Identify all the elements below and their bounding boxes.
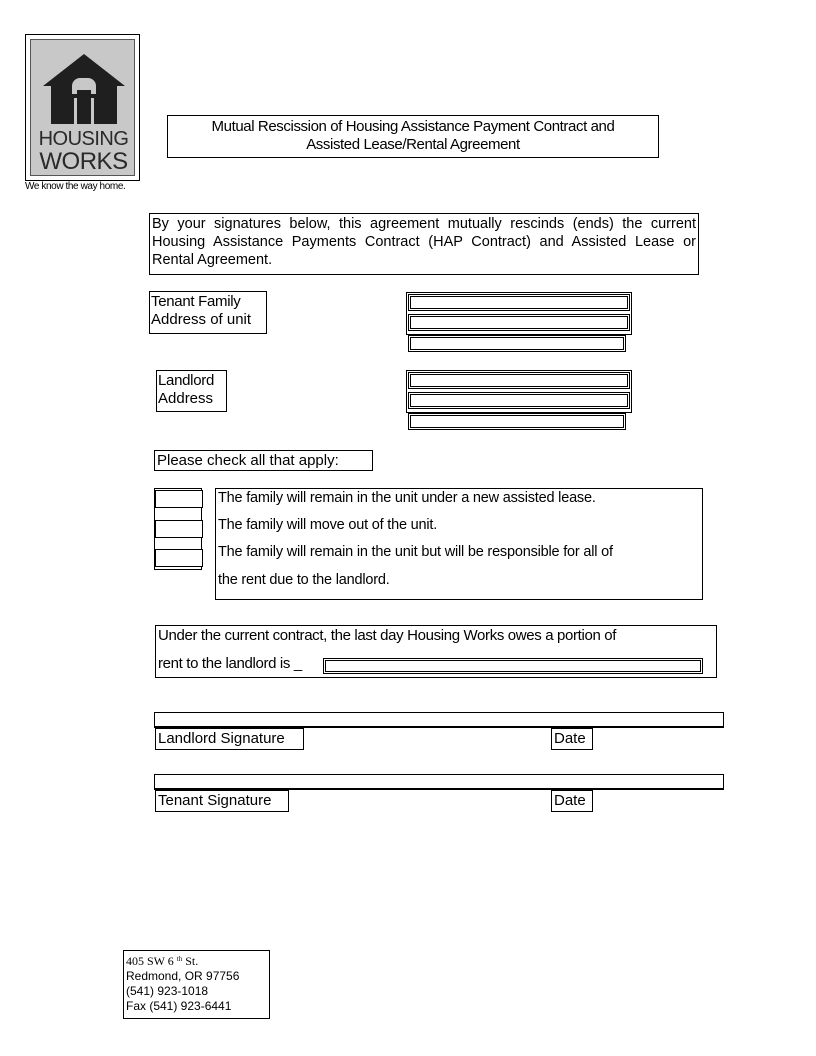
tenant-address-line1-field[interactable] — [408, 314, 630, 331]
logo-wordmark-works: WORKS — [39, 148, 128, 175]
tenant-subheading: Address of unit — [151, 311, 252, 328]
option-new-lease: The family will remain in the unit under a new assisted lease. — [218, 490, 596, 506]
address-city: Redmond, OR 97756 — [126, 969, 240, 983]
option-tenant-pays-rent-cont: the rent due to the landlord. — [218, 572, 390, 588]
last-day-line-1: Under the current contract, the last day Housing Works owes a portion of — [158, 627, 617, 644]
landlord-signature-field[interactable] — [154, 712, 724, 728]
office-address — [123, 950, 270, 1019]
tenant-signature-label: Tenant Signature — [155, 790, 289, 812]
landlord-date-label: Date — [551, 728, 593, 750]
last-day-line-2: rent to the landlord is _ — [158, 655, 302, 672]
address-fax: Fax (541) 923-6441 — [126, 999, 232, 1013]
intro-paragraph: By your signatures below, this agreement mutually rescinds (ends) the current Housing Assistance Payments Contract (HAP Contract) and Assisted Lease or Rental Agreement. — [149, 213, 699, 275]
landlord-name-field[interactable] — [408, 372, 630, 389]
logo-wordmark-housing: HOUSING — [38, 128, 129, 150]
address-phone: (541) 923-1018 — [126, 984, 209, 998]
landlord-label-box — [156, 370, 227, 412]
landlord-address-line2-field[interactable] — [408, 413, 626, 430]
landlord-address-line1-field[interactable] — [408, 392, 630, 409]
tenant-signature-field[interactable] — [154, 774, 724, 790]
house-icon — [41, 50, 127, 128]
document-title — [167, 115, 659, 158]
logo-tagline: We know the way home. — [25, 181, 126, 192]
tenant-name-field[interactable] — [408, 294, 630, 311]
landlord-signature-label: Landlord Signature — [155, 728, 304, 750]
checklist-header: Please check all that apply: — [154, 450, 373, 471]
checkbox-new-lease[interactable] — [155, 490, 203, 508]
title-line-2: Assisted Lease/Rental Agreement — [306, 136, 520, 153]
landlord-subheading: Address — [158, 390, 214, 407]
tenant-heading: Tenant Family — [151, 293, 241, 310]
option-move-out: The family will move out of the unit. — [218, 517, 438, 533]
option-tenant-pays-rent: The family will remain in the unit but will be responsible for all of — [218, 544, 613, 560]
checkbox-tenant-pays-rent[interactable] — [155, 549, 203, 567]
logo-panel — [30, 39, 135, 176]
last-day-date-field[interactable] — [323, 658, 703, 674]
title-line-1: Mutual Rescission of Housing Assistance Payment Contract and — [211, 118, 615, 135]
tenant-label-box — [149, 291, 267, 334]
checkbox-move-out[interactable] — [155, 520, 203, 538]
housing-works-logo — [25, 34, 140, 181]
checklist-options — [215, 488, 703, 600]
landlord-heading: Landlord — [158, 372, 214, 389]
tenant-date-label: Date — [551, 790, 593, 812]
address-street: 405 SW 6 $^{th}$ St. — [126, 954, 199, 968]
tenant-address-line2-field[interactable] — [408, 335, 626, 352]
